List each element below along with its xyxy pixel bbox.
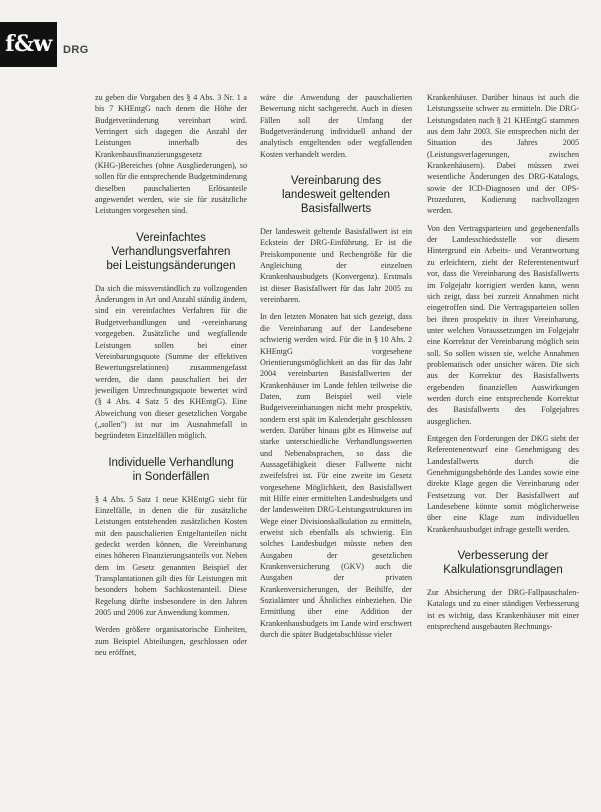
heading-line: Vereinbarung des [290,175,382,188]
paragraph: Von den Vertragsparteien und gegebenenfalls der Landesschiedsstelle vor diesem Hintergrund ein Arbeits- und Verantwortung zu erleichtern, zieht der Referentenentwurf vor, dass die Vereinbarung des Basisfallwerts im Folgejahr korrigiert werden kann, wenn sich zeigt, dass bei zurzeit Annahmen nicht eingetroffen sind. Die Vertragsparteien sollen bei ihren prospektiv in ihrer Vereinbarung, unter welchen Voraussetzungen im Folgejahr eine Korrektur der Vereinbarung möglich sein soll. So sollen wissen sie, welche Annahmen problematisch oder unsicher wären. Die sich aus der Korrektur des Basisfallwerts ergebenden finanziellen Auswirkungen werden durch eine entsprechende Korrektur des Basisfallwerts des Folgejahres ausgeglichen. [427,223,579,426]
paragraph: zu geben die Vorgaben des § 4 Abs. 3 Nr. 1 a bis 7 KHEntgG nach denen die Höhe der Budgetveränderung vereinbart wird. Verringert sich dagegen die Anzahl der Leistungen innerhalb des Krankenhausfinanzierungsgesetz (KHG-)Bereiches (ohne Ausgliederungen), so sollen für die entsprechende Budgetminderung dieselben pauschalierten Erlösanteile angewendet werden, wie sie für zusätzliche Leistungen vorgesehen sind. [95,93,247,216]
section-heading [260,174,412,216]
section-heading [427,549,579,577]
paragraph: Da sich die missverständlich zu vollzogenden Änderungen in Art und Anzahl ständig ändern, sind ein vereinfachtes Verfahren für die Budgetverhandlungen und -vereinbarung vorgegeben. Zusätzliche und wegfallende Leistungen sollen bei einer Vereinbarungsquote (Summe der effektiven Bewertungsrelationen) zusammengefasst werden, die dann pauschaliert bei der jeweiligen Umrechnungsquote bewertet wird (§ 4 Abs. 4 Satz 5 des KHEntgG). Eine Abweichung von dieser gesetzlichen Vorgabe („sollen") ist nur im Ausnahmefall in begründeten Einzelfällen möglich. [95,283,247,441]
paragraph: Zur Absicherung der DRG-Fallpauschalen-Katalogs und zu einer ständigen Verbesserung ist es wichtig, dass Krankenhäuser mit einer entsprechend ausgebauten Rechnungs- [427,588,579,632]
heading-line: Verhandlungsverfahren [111,245,231,258]
paragraph: Der landesweit geltende Basisfallwert ist ein Eckstein der DRG-Einführung. Er ist die Preiskomponente und Rechengröße für die Angleichung der einzelnen Krankenhausbudgets (Konvergenz). Erstmals ist dieser Basisfallwert für das Jahr 2005 zu vereinbaren. [260,227,412,305]
section-heading [95,231,247,273]
section-label: DRG [63,44,89,56]
paragraph: In den letzten Monaten hat sich gezeigt, dass die Vereinbarung auf der Landesebene schwierig werden wird. Für die in § 10 Abs. 2 KHEntgG vorgesehene Orientierungsmöglichkeit an das für das Jahr 2004 vereinbarten Basisfallwerten der Krankenhäuser im Lande fehlen teilweise die Daten, zum Beispiel weil viele Budgetvereinbarungen nicht mehr prospektiv, sondern erst spät im Kalenderjahr geschlossen werden. Darüber hinaus gibt es Hinweise auf starke unterschiedliche Verhandlungswerten und Nebenabsprachen, so dass die Aussagefähigkeit dieser Fallwerte nicht zweifelsfrei ist. Für eine zweite im Gesetz vorgesehene Möglichkeit, den Basisfallwert mit Hilfe einer ermittelten Landesbudgets und der landesweiten DRG-Leistungsstrukturen im Wege einer Divisionskalkulation zu ermitteln, erweist sich ebenfalls als schwierig. Ein solches Landesbudget müsste neben den Ausgaben der gesetzlichen Krankenversicherung (GKV) auch die Ausgaben der privaten Krankenversicherungen, der Beihilfe, der Sozialämter und Ähnliches einbeziehen. Die Ermittlung über eine Addition der Krankenhausbudgets im Lande wird erschwert durch die später Budgetabschlüsse vieler [260,312,412,640]
paragraph: Werden größere organisatorische Einheiten, zum Beispiel Abteilungen, geschlossen oder neu eröffnet, [95,625,247,658]
paragraph: wäre die Anwendung der pauschalierten Bewertung nicht sachgerecht. Auch in diesen Fällen soll der Umfang der Budgetveränderung individuell anhand der analytisch entgeltenden oder wegfallenden Kosten verhandelt werden. [260,93,412,159]
heading-line: in Sonderfällen [132,470,210,483]
paragraph: § 4 Abs. 5 Satz 1 neue KHEntgG sieht für Einzelfälle, in denen die für zusätzliche Leistungen entstehenden zusätzlichen Kosten mit den pauschalierten Entgeltanteilen nicht gedeckt werden können, die Vereinbarung eines höheren Finanzierungsanteils vor. Neben dem im Gesetz genannten Beispiel der Transplantationen gilt dies für Leistungen mit besonders hohem Sachkostenanteil. Diese Regelung dürfte insbesondere in den Jahren 2005 und 2006 zur Anwendung kommen. [95,494,247,618]
text-column-2 [260,92,412,807]
heading-line: bei Leistungsänderungen [106,259,236,272]
heading-line: Vereinfachtes [136,231,206,244]
section-heading [95,456,247,484]
heading-line: Basisfallwerts [300,203,372,216]
heading-line: Individuelle Verhandlung [108,456,234,469]
text-column-1 [95,92,247,807]
text-column-3 [427,92,579,807]
paragraph: Krankenhäuser. Darüber hinaus ist auch die Leistungsseite schwer zu ermitteln. Die DRG-Leistungsdaten nach § 21 KHEntgG stammen aus dem Jahr 2003. Sie entsprechen nicht der Situation des Jahres 2005 (Leistungsverlagerungen, zwischen Krankenhäusern). Dabei müssen zwei wesentliche Änderungen des DRG-Katalogs, sowie der ICD-Diagnosen und der OPS-Prozeduren, Kodierung nachvollzogen werden. [427,93,579,216]
heading-line: Verbesserung der [457,550,549,563]
publication-logo: f&w [0,22,57,67]
heading-line: Kalkulationsgrundlagen [443,564,563,577]
heading-line: landesweit geltenden [281,189,391,202]
paragraph: Entgegen den Forderungen der DKG sieht der Referentenentwurf eine Genehmigung des Landesfallwerts durch die Genehmigungsbehörde des Landes sowie eine direkte Klage gegen die Vereinbarung oder Festsetzung vor. Der Basisfallwert auf Landesebene könnte somit möglicherweise über eine Klage zum individuellen Krankenhausbudget infrage gestellt werden. [427,433,579,534]
